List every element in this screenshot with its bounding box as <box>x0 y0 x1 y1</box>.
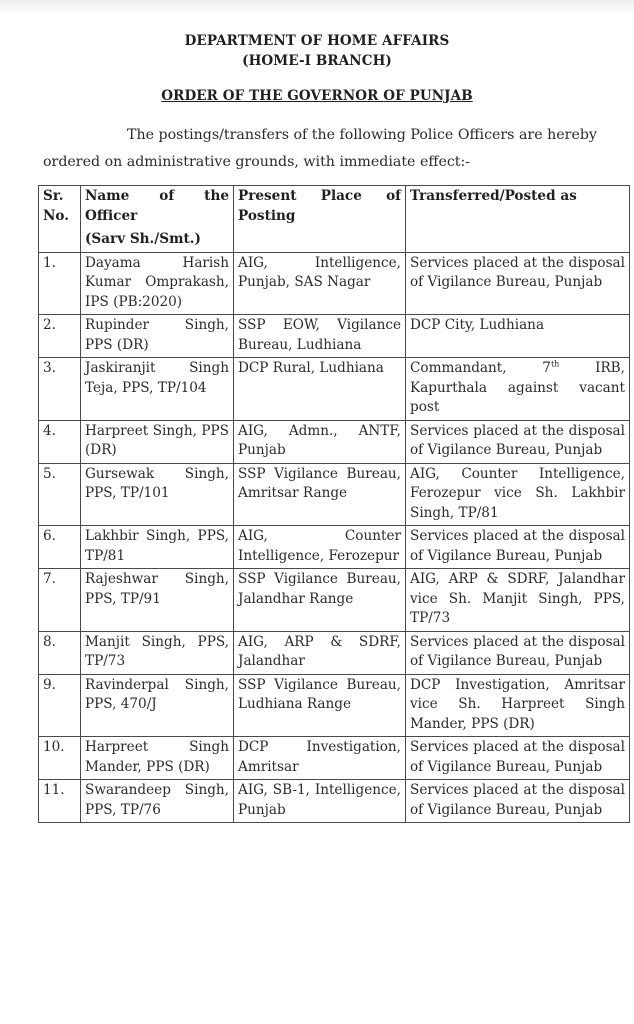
cell-sr: 8. <box>39 631 81 674</box>
branch-heading: (HOME-I BRANCH) <box>242 53 392 69</box>
cell-transferred-as: Services placed at the disposal of Vigilance Bureau, Punjab <box>406 780 630 823</box>
header-officer-name-label: Name of the Officer <box>85 188 229 224</box>
cell-present-posting: SSP EOW, Vigilance Bureau, Ludhiana <box>234 315 406 358</box>
cell-present-posting: AIG, SB-1, Intelligence, Punjab <box>234 780 406 823</box>
table-row <box>39 420 630 463</box>
header-sr-no: Sr. No. <box>39 186 81 253</box>
cell-officer-name: Ravinderpal Singh, PPS, 470/J <box>81 674 234 737</box>
table-row <box>39 780 630 823</box>
ordinal-suffix: th <box>550 359 560 369</box>
table-row <box>39 737 630 780</box>
cell-transferred-as: Services placed at the disposal of Vigilance Bureau, Punjab <box>406 737 630 780</box>
cell-officer-name: Harpreet Singh Mander, PPS (DR) <box>81 737 234 780</box>
intro-paragraph-line-1: The postings/transfers of the following Police Officers are hereby <box>127 127 597 143</box>
cell-officer-name: Manjit Singh, PPS, TP/73 <box>81 631 234 674</box>
cell-officer-name: Swarandeep Singh, PPS, TP/76 <box>81 780 234 823</box>
transferred-text-post: IRB, Kapurthala against vacant post <box>410 360 625 415</box>
cell-sr: 3. <box>39 358 81 421</box>
table-row <box>39 252 630 315</box>
cell-sr: 1. <box>39 252 81 315</box>
cell-present-posting: AIG, Intelligence, Punjab, SAS Nagar <box>234 252 406 315</box>
cell-officer-name: Harpreet Singh, PPS (DR) <box>81 420 234 463</box>
page-top-shadow <box>0 0 634 14</box>
intro-paragraph-line-2: ordered on administrative grounds, with immediate effect:- <box>43 154 471 170</box>
cell-officer-name: Jaskiranjit Singh Teja, PPS, TP/104 <box>81 358 234 421</box>
cell-sr: 6. <box>39 526 81 569</box>
cell-transferred-as: Services placed at the disposal of Vigilance Bureau, Punjab <box>406 252 630 315</box>
cell-present-posting: SSP Vigilance Bureau, Ludhiana Range <box>234 674 406 737</box>
cell-present-posting: AIG, Counter Intelligence, Ferozepur <box>234 526 406 569</box>
cell-present-posting: DCP Investigation, Amritsar <box>234 737 406 780</box>
cell-present-posting: AIG, Admn., ANTF, Punjab <box>234 420 406 463</box>
cell-sr: 4. <box>39 420 81 463</box>
cell-transferred-as: DCP Investigation, Amritsar vice Sh. Harpreet Singh Mander, PPS (DR) <box>406 674 630 737</box>
cell-transferred-as: Services placed at the disposal of Vigilance Bureau, Punjab <box>406 631 630 674</box>
cell-present-posting: SSP Vigilance Bureau, Jalandhar Range <box>234 569 406 632</box>
header-present-posting: Present Place of Posting <box>234 186 406 253</box>
cell-transferred-as: AIG, ARP & SDRF, Jalandhar vice Sh. Manjit Singh, PPS, TP/73 <box>406 569 630 632</box>
cell-officer-name: Rupinder Singh, PPS (DR) <box>81 315 234 358</box>
table-row <box>39 463 630 526</box>
transfer-orders-table <box>38 185 630 823</box>
cell-present-posting: DCP Rural, Ludhiana <box>234 358 406 421</box>
cell-transferred-as: DCP City, Ludhiana <box>406 315 630 358</box>
cell-sr: 9. <box>39 674 81 737</box>
table-row <box>39 631 630 674</box>
table-row <box>39 315 630 358</box>
cell-present-posting: SSP Vigilance Bureau, Amritsar Range <box>234 463 406 526</box>
header-officer-name <box>81 186 234 253</box>
cell-sr: 11. <box>39 780 81 823</box>
table-row <box>39 358 630 421</box>
cell-transferred-as: Services placed at the disposal of Vigilance Bureau, Punjab <box>406 526 630 569</box>
cell-officer-name: Rajeshwar Singh, PPS, TP/91 <box>81 569 234 632</box>
cell-sr: 2. <box>39 315 81 358</box>
table-row <box>39 674 630 737</box>
header-officer-name-sub: (Sarv Sh./Smt.) <box>85 231 201 247</box>
cell-officer-name: Lakhbir Singh, PPS, TP/81 <box>81 526 234 569</box>
cell-transferred-as <box>406 358 630 421</box>
table-row <box>39 526 630 569</box>
department-heading: DEPARTMENT OF HOME AFFAIRS <box>184 33 450 49</box>
cell-sr: 5. <box>39 463 81 526</box>
cell-sr: 7. <box>39 569 81 632</box>
cell-transferred-as: Services placed at the disposal of Vigilance Bureau, Punjab <box>406 420 630 463</box>
cell-transferred-as: AIG, Counter Intelligence, Ferozepur vice Sh. Lakhbir Singh, TP/81 <box>406 463 630 526</box>
transferred-text-pre: Commandant, 7 <box>410 360 551 376</box>
cell-officer-name: Dayama Harish Kumar Omprakash, IPS (PB:2020) <box>81 252 234 315</box>
table-row <box>39 569 630 632</box>
cell-present-posting: AIG, ARP & SDRF, Jalandhar <box>234 631 406 674</box>
cell-sr: 10. <box>39 737 81 780</box>
table-header-row <box>39 186 630 253</box>
header-transferred-as: Transferred/Posted as <box>406 186 630 253</box>
cell-officer-name: Gursewak Singh, PPS, TP/101 <box>81 463 234 526</box>
order-title: ORDER OF THE GOVERNOR OF PUNJAB <box>161 88 473 104</box>
